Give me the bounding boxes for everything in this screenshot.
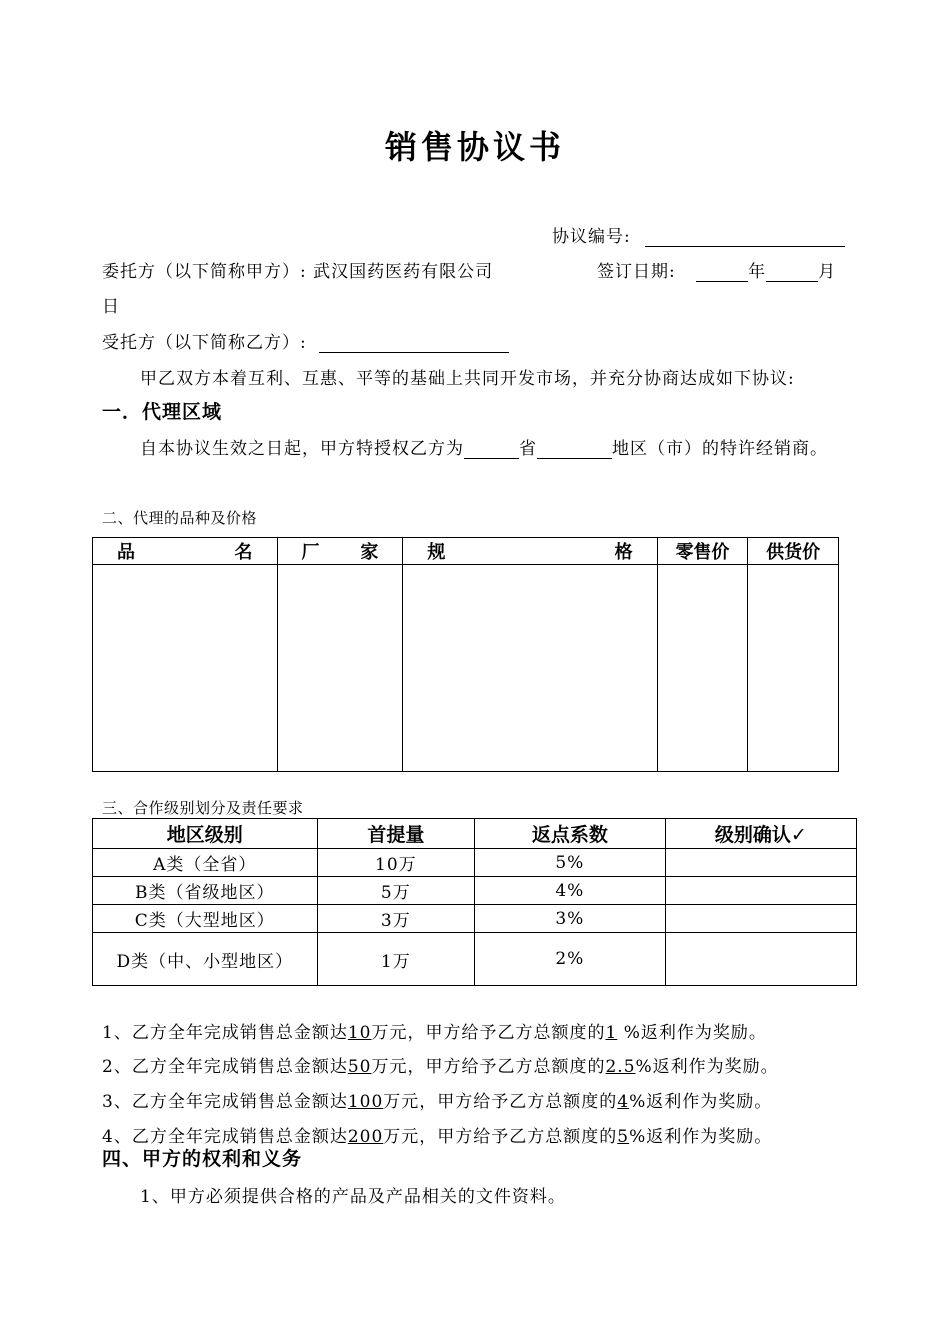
section1-text (140, 434, 828, 459)
reward-percent: 5 (617, 1127, 630, 1147)
agreement-no-label: 协议编号: (552, 227, 631, 247)
year-label: 年 (748, 262, 767, 282)
cell-level: D类（中、小型地区） (93, 933, 318, 986)
reward-amount: 100 (347, 1092, 384, 1112)
section4-heading: 四、甲方的权利和义务 (102, 1148, 303, 1170)
cell-level: C类（大型地区） (93, 905, 318, 933)
agreement-no-blank[interactable] (645, 228, 845, 247)
reward-percent: 1 (605, 1023, 618, 1043)
party-b-label: 受托方（以下简称乙方）: (102, 333, 307, 353)
party-b-blank[interactable] (319, 334, 509, 353)
reward-item-1: 1、乙方全年完成销售总金额达10万元，甲方给予乙方总额度的1 %返利作为奖励。 (102, 1023, 767, 1043)
month-label: 月 (818, 262, 837, 282)
party-a-row (102, 257, 493, 282)
reward-item-3: 3、乙方全年完成销售总金额达100万元，甲方给予乙方总额度的4%返利作为奖励。 (102, 1092, 773, 1112)
header-initial-amount: 首提量 (317, 819, 475, 849)
header-region-level: 地区级别 (93, 819, 318, 849)
reward-amount: 10 (347, 1023, 372, 1043)
section4-item1: 1、甲方必须提供合格的产品及产品相关的文件资料。 (140, 1187, 566, 1207)
cell-rate: 5% (475, 849, 665, 877)
cooperation-level-table (92, 818, 857, 986)
cell-supply-price[interactable] (748, 565, 839, 772)
province-blank[interactable] (464, 440, 519, 459)
table-row (93, 877, 857, 905)
cell-confirm[interactable] (665, 905, 856, 933)
cell-retail-price[interactable] (657, 565, 748, 772)
sign-month-blank[interactable] (766, 263, 818, 282)
cell-spec[interactable] (403, 565, 657, 772)
cell-confirm[interactable] (665, 933, 856, 986)
cell-rate: 4% (475, 877, 665, 905)
cell-rate: 3% (475, 905, 665, 933)
reward-amount: 50 (347, 1057, 372, 1077)
cell-manufacturer[interactable] (277, 565, 403, 772)
header-supply-price: 供货价 (748, 538, 839, 565)
cell-amount: 10万 (317, 849, 475, 877)
party-a-name: 武汉国药医药有限公司 (313, 262, 494, 282)
party-a-label: 委托方（以下简称甲方）: (102, 262, 307, 282)
cell-confirm[interactable] (665, 877, 856, 905)
section1-text-c: 地区（市）的特许经销商。 (612, 439, 828, 459)
reward-item-2: 2、乙方全年完成销售总金额达50万元，甲方给予乙方总额度的2.5%返利作为奖励。 (102, 1057, 779, 1077)
cell-amount: 3万 (317, 905, 475, 933)
section1-text-b: 省 (519, 439, 537, 459)
table-row (93, 849, 857, 877)
agreement-no-row (552, 222, 845, 247)
party-b-row (102, 328, 509, 353)
table-row (93, 905, 857, 933)
cell-level: A类（全省） (93, 849, 318, 877)
document-title: 销售协议书 (384, 128, 565, 166)
reward-amount: 200 (347, 1127, 384, 1147)
cell-amount: 5万 (317, 877, 475, 905)
section1-heading: 一．代理区域 (102, 401, 223, 423)
cell-rate: 2% (475, 933, 665, 986)
section1-text-a: 自本协议生效之日起，甲方特授权乙方为 (140, 439, 464, 459)
intro-text: 甲乙双方本着互利、互惠、平等的基础上共同开发市场，并充分协商达成如下协议: (140, 369, 795, 389)
header-level-confirm: 级别确认✓ (665, 819, 856, 849)
section2-heading: 二、代理的品种及价格 (102, 509, 258, 527)
reward-percent: 2.5 (605, 1057, 636, 1077)
product-price-table (92, 537, 839, 772)
cell-level: B类（省级地区） (93, 877, 318, 905)
sign-date-row (597, 257, 836, 282)
header-product-name: 品 名 (93, 538, 278, 565)
cell-product-name[interactable] (93, 565, 278, 772)
reward-item-4: 4、乙方全年完成销售总金额达200万元，甲方给予乙方总额度的5%返利作为奖励。 (102, 1127, 773, 1147)
header-spec: 规 格 (403, 538, 657, 565)
sign-date-label: 签订日期: (597, 262, 676, 282)
day-label: 日 (102, 297, 120, 317)
reward-percent: 4 (617, 1092, 630, 1112)
cell-confirm[interactable] (665, 849, 856, 877)
header-retail-price: 零售价 (657, 538, 748, 565)
region-blank[interactable] (537, 440, 612, 459)
section3-heading: 三、合作级别划分及责任要求 (102, 799, 304, 817)
cell-amount: 1万 (317, 933, 475, 986)
header-manufacturer: 厂 家 (277, 538, 403, 565)
table-row (93, 933, 857, 986)
header-rebate-rate: 返点系数 (475, 819, 665, 849)
sign-year-blank[interactable] (696, 263, 748, 282)
